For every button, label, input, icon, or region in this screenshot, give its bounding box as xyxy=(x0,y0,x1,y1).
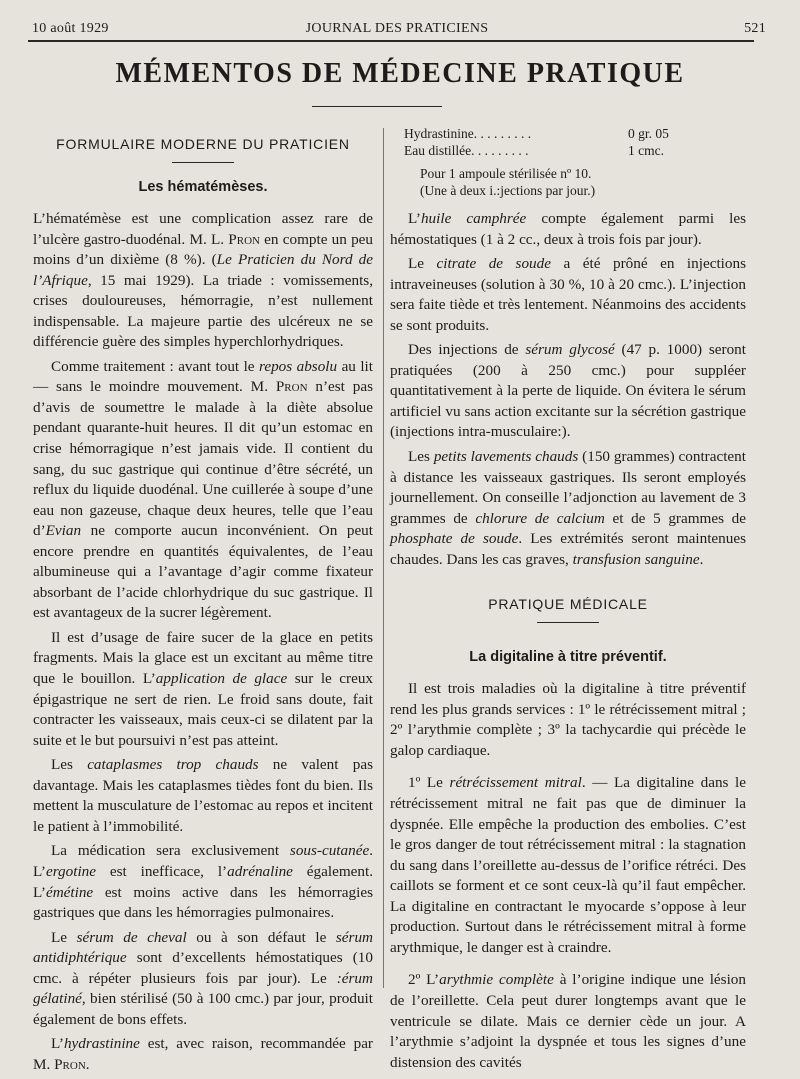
issue-date: 10 août 1929 xyxy=(32,21,109,36)
formula-dose: 0 gr. 05 xyxy=(628,126,669,141)
section-rule xyxy=(172,162,234,163)
section-heading-formulaire: FORMULAIRE MODERNE DU PRATICIEN xyxy=(56,136,350,152)
paragraph: Les cataplasmes trop chauds ne valent pas davantage. Mais les cataplasmes tièdes font du bien. Ils mettent la musculature de l’estomac au repos et incitent le patient à l’immobilité. xyxy=(33,756,373,835)
header-rule xyxy=(28,40,754,42)
section-rule xyxy=(537,622,599,623)
prescription-formula xyxy=(404,126,746,159)
formula-note: (Une à deux i.:jections par jour.) xyxy=(420,183,596,198)
paragraph: 1º Le rétrécissement mitral. — La digitaline dans le rétrécissement mitral ne fait pas que de diminuer la dyspnée. Elle empêche la production des embolies. C’est le gros danger de tout rétrécissement mitral : la stagnation du sang dans l’oreillette au-dessus de l’orifice rétréci. Des caillots se forment et ce sont ceux-là qu’il faut empêcher. La digitaline en contractant le myocarde s’oppose à leur production. Surtout dans le rétrécissement mitral à forme arythmique, le danger est à craindre. xyxy=(390,774,747,956)
paragraph: Les petits lavements chauds (150 grammes) contractent à distance les vaisseaux gastriques. Ils seront employés journellement. On conseille l’adjonction au lavement de 3 grammes de chlorure de calcium et de 5 grammes de phosphate de soude. Les extrémités seront maintenues chaudes. Dans les cas graves, transfusion sanguine. xyxy=(390,448,747,568)
paragraph: Comme traitement : avant tout le repos absolu au lit — sans le moindre mouvement. M. Pron n’est pas d’avis de soumettre le malade à la diète absolue pendant quarante-huit heures. Il dit qu’un estomac en crise hémorragique n’est jamais vide. Il contient du sang, du suc gastrique qui continue d’être sécrété, un reflux du liquide duodénal. Une cuillerée à soupe d’une eau non gazeuse, chaque deux heures, telle que l’eau d’Evian ne comporte aucun inconvénient. On peut encore prendre en quantités équivalentes, de l’eau albumineuse qui a l’avantage d’agir comme fixateur absorbant de l’acide chlorhydrique du suc gastrique. Il est avantageux de la sucrer légèrement. xyxy=(33,357,373,622)
article-title-hematemeses: Les hématémèses. xyxy=(138,179,268,195)
column-separator xyxy=(383,128,384,988)
formula-note: Pour 1 ampoule stérilisée nº 10. xyxy=(420,166,592,181)
title-rule xyxy=(312,106,442,107)
paragraph: La médication sera exclusivement sous-cutanée. L’ergotine est inefficace, l’adrénaline également. L’émétine est moins active dans les hémorragies gastriques que dans les hémorragies pulmonaires. xyxy=(33,842,373,922)
formula-row xyxy=(404,143,746,160)
running-header xyxy=(28,18,766,40)
paragraph: Le citrate de soude a été prôné en injections intraveineuses (solution à 30 %, 10 à 20 cmc.). L’injection sera faite tiède et très lentement. Néanmoins des accidents se sont produits. xyxy=(390,255,746,334)
paragraph: L’hématémèse est une complication assez rare de l’ulcère gastro-duodénal. M. L. Pron en compte un peu moins d’un dixième (8 %). (Le Praticien du Nord de l’Afrique, 15 mai 1929). La triade : vomissements, crises douloureuses, hémorragie, n’est nullement indispensable. La majeure partie des ulcéreux ne se différencie guère des simples hyperchlorhydriques. xyxy=(33,210,374,351)
left-column xyxy=(33,128,373,1079)
paragraph: Le sérum de cheval ou à son défaut le sérum antidiphtérique sont d’excellents hémostatiques (10 cmc. à répéter plusieurs fois par jour). Le :érum gélatiné, bien stérilisé (50 à 100 cmc.) par jour, produit également de bons effets. xyxy=(33,928,374,1028)
formula-dose: 1 cmc. xyxy=(628,142,664,158)
formula-ingredient: Hydrastinine. . . . . . . . . xyxy=(404,126,532,141)
paragraph: 2º L’arythmie complète à l’origine indique une lésion de l’oreillette. Cela peut durer longtemps avant que le ventricule se dilate. Mais ce dernier cède un jour. A l’arythmie s’adjoint la dyspnée et tous les signes d’une distension des cavités xyxy=(390,971,746,1071)
article-title-digitaline: La digitaline à titre préventif. xyxy=(469,649,667,666)
paragraph: Il est d’usage de faire sucer de la glace en petits fragments. Mais la glace est un excitant au même titre que le bouillon. L’application de glace sur le creux épigastrique ne sert de rien. Le froid sans doute, fait contracter les vaisseaux, mais ceux-ci se dilatent par la suite et le but poursuivi n’est pas atteint. xyxy=(33,628,374,749)
page-number: 521 xyxy=(744,21,766,36)
right-column xyxy=(390,122,746,1077)
paragraph: L’huile camphrée compte également parmi les hémostatiques (1 à 2 cc., deux à trois fois par jour). xyxy=(390,210,746,248)
paragraph: L’hydrastinine est, avec raison, recommandée par M. Pron. xyxy=(33,1035,373,1073)
paragraph: Il est trois maladies où la digitaline à titre préventif rend les plus grands services : 1º le rétrécissement mitral ; 2º l’arythmie complète ; 3º la tachycardie qui précède le galop cardiaque. xyxy=(390,680,746,759)
page-title: MÉMENTOS DE MÉDECINE PRATIQUE xyxy=(115,58,685,89)
formula-row xyxy=(404,126,746,143)
journal-name: JOURNAL DES PRATICIENS xyxy=(305,21,489,36)
formula-ingredient: Eau distillée. . . . . . . . . xyxy=(404,142,529,158)
paragraph: Des injections de sérum glycosé (47 p. 1000) seront pratiquées (200 à 250 cmc.) pour suppléer quantitativement à la perte de liquide. On évitera le sérum artificiel vu sans action excitante sur la sécrétion gastrique (injections intra-musculaire:). xyxy=(390,341,746,441)
section-heading-pratique: PRATIQUE MÉDICALE xyxy=(488,596,648,613)
